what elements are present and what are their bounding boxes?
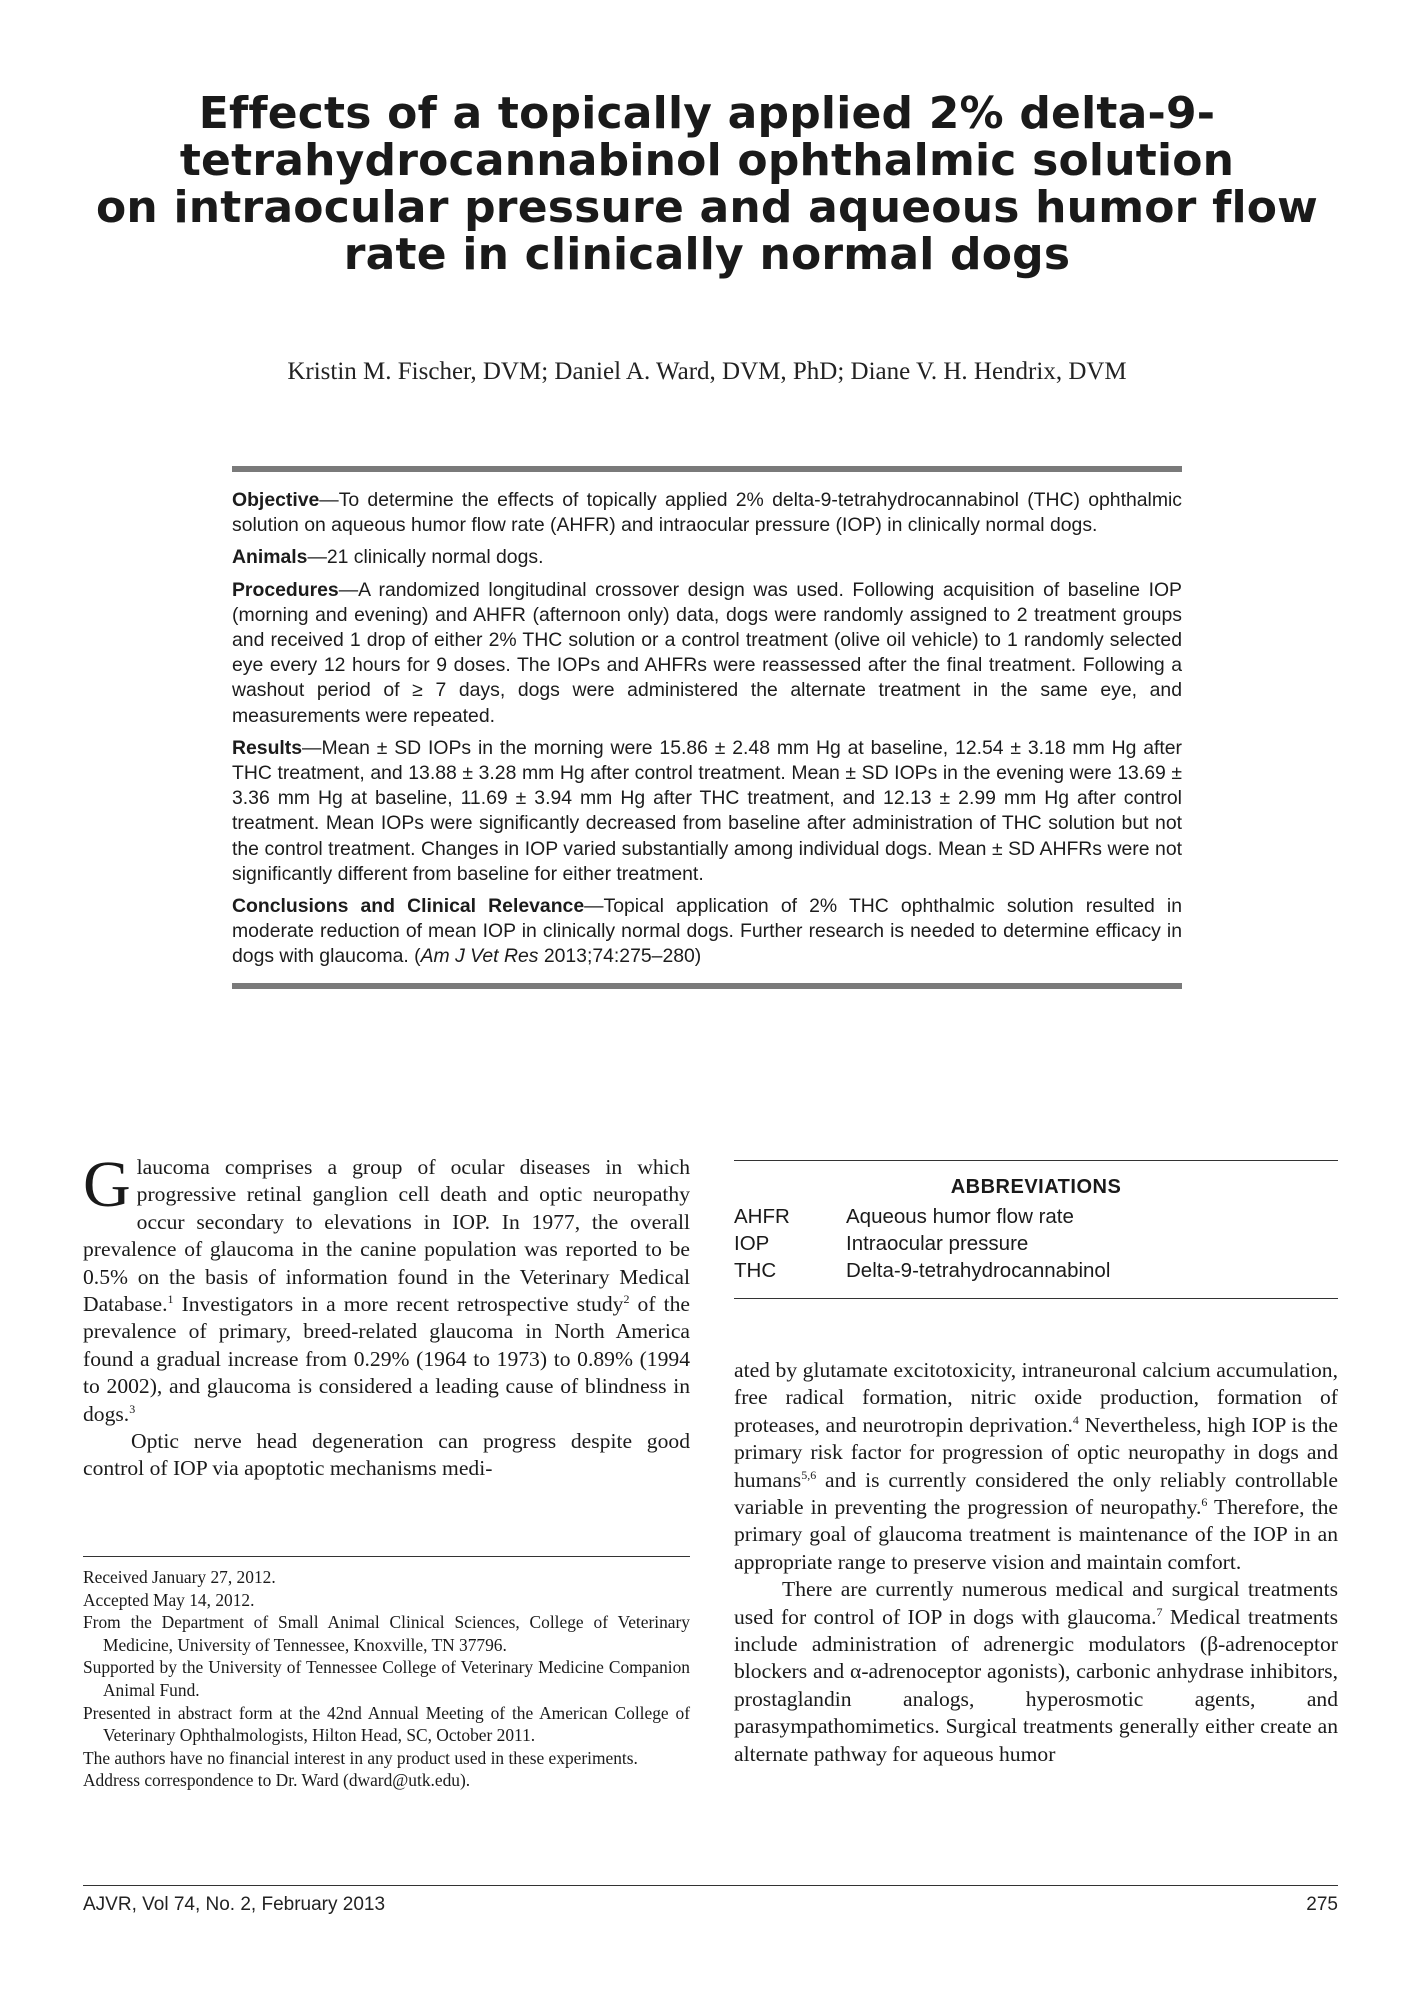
body-column-left [83,1148,690,1483]
abbreviation-value: Intraocular pressure [846,1232,1029,1255]
ref-2: 2 [623,1291,630,1306]
body-text-e: There are currently numerous medical and surgical treatments used for control of IOP in dogs with glaucoma. [734,1577,1338,1629]
notes-divider [83,1556,690,1557]
abbreviation-key: IOP [734,1232,770,1255]
note-received: Received January 27, 2012. [83,1567,276,1587]
ref-4: 4 [1072,1412,1079,1427]
abstract-conclusions [232,894,1182,970]
note-conflict: The authors have no financial interest in any product used in these experiments. [83,1747,638,1768]
intro-text-a: laucoma comprises a group of ocular diseases in which progressive retinal ganglion cell death and optic neuropathy occur secondary to elevations in IOP. In 1977, the overall prevalence of glaucoma in the canine population was reported to be 0.5% on the basis of information found in the Veterinary Medical Database. [83,1155,690,1317]
body-paragraph-1 [734,1357,1338,1576]
body-text-a: ated by glutamate excitotoxicity, intraneuronal calcium accumulation, free radical formation, nitric oxide production, formation of proteases, and neurotropin deprivation. [734,1358,1338,1437]
body-text-d: Therefore, the primary goal of glaucoma treatment is maintenance of the IOP in an appropriate range to preserve vision and maintain comfort. [734,1495,1338,1574]
title-line-3: on intraocular pressure and aqueous humor flow [95,182,1318,233]
body-text-b: Nevertheless, high IOP is the primary risk factor for progression of optic neuropathy in dogs and humans [734,1412,1338,1492]
ref-1: 1 [167,1291,174,1306]
abbreviation-row [734,1230,1338,1257]
note-accepted: Accepted May 14, 2012. [83,1589,255,1610]
note-correspondence: Address correspondence to Dr. Ward (dward@utk.edu). [83,1770,471,1791]
abstract-procedures [232,578,1182,729]
journal-footer: AJVR, Vol 74, No. 2, February 2013 [83,1894,386,1915]
abbreviation-value: Delta-9-tetrahydrocannabinol [846,1259,1111,1282]
abbreviations-box [734,1160,1338,1299]
title-line-4: rate in clinically normal dogs [343,229,1071,280]
abbreviation-value: Aqueous humor flow rate [846,1205,1074,1228]
conclusions-text: —Topical application of 2% THC ophthalmic solution resulted in moderate reduction of mean IOP in clinically normal dogs. Further research is needed to determine efficacy in dogs with glaucoma. ( [232,895,1182,968]
body-column-right [734,1357,1338,1768]
abstract-results [232,736,1182,887]
author-list: Kristin M. Fischer, DVM; Daniel A. Ward, DVM, PhD; Diane V. H. Hendrix, DVM [287,358,1127,385]
intro-text-b: Investigators in a more recent retrospective study [173,1292,624,1317]
body-text-c: and is currently considered the only reliably controllable variable in preventing the progression of neuropathy. [734,1467,1338,1520]
footer-divider [83,1885,1338,1886]
article-title [80,90,1334,278]
drop-cap: G [83,1148,131,1221]
body-text-f: Medical treatments include administration of adrenergic modulators (β-adrenoceptor blockers and α-adrenoceptor agonists), carbonic anhydrase inhibitors, prostaglandin analogs, hyperosmotic agents, and parasympathomimetics. Surgical treatments generally either create an alternate pathway for aqueous humor [734,1604,1338,1766]
animals-text: —21 clinically normal dogs. [307,546,544,569]
article-notes [83,1566,690,1792]
abstract-box [232,466,1182,989]
intro-paragraph-1 [83,1148,690,1428]
title-line-2: tetrahydrocannabinol ophthalmic solution [179,135,1235,186]
results-heading: Results [232,736,303,759]
ref-6: 6 [1201,1494,1208,1509]
journal-citation: Am J Vet Res [420,945,539,968]
abbreviation-key: THC [734,1259,777,1282]
abbreviations-title: ABBREVIATIONS [950,1176,1122,1198]
note-affiliation: From the Department of Small Animal Clinical Sciences, College of Veterinary Medicine, University of Tennessee, Knoxville, TN 37796. [83,1612,690,1655]
ref-7: 7 [1156,1604,1163,1619]
abbreviation-key: AHFR [734,1205,790,1228]
objective-text: —To determine the effects of topically applied 2% delta-9-tetrahydrocannabinol (THC) ophthalmic solution on aqueous humor flow rate (AHFR) and intraocular pressure (IOP) in clinically normal dogs. [232,489,1182,537]
abstract-objective [232,488,1182,538]
abbreviation-row [734,1203,1338,1230]
abbreviation-row [734,1257,1338,1284]
title-line-1: Effects of a topically applied 2% delta-9- [198,88,1216,139]
procedures-heading: Procedures [232,578,339,601]
procedures-text: —A randomized longitudinal crossover design was used. Following acquisition of baseline IOP (morning and evening) and AHFR (afternoon only) data, dogs were randomly assigned to 2 treatment groups and received 1 drop of either 2% THC solution or a control treatment (olive oil vehicle) to 1 randomly selected eye every 12 hours for 9 doses. The IOPs and AHFRs were reassessed after the final treatment. Following a washout period of ≥ 7 days, dogs were administered the alternate treatment in the same eye, and measurements were repeated. [232,578,1182,727]
note-funding: Supported by the University of Tennessee College of Veterinary Medicine Companion Animal Fund. [83,1657,690,1700]
results-text: —Mean ± SD IOPs in the morning were 15.86 ± 2.48 mm Hg at baseline, 12.54 ± 3.18 mm Hg after THC treatment, and 13.88 ± 3.28 mm Hg after control treatment. Mean ± SD IOPs in the evening were 13.69 ± 3.36 mm Hg at baseline, 11.69 ± 3.94 mm Hg after THC treatment, and 12.13 ± 2.99 mm Hg after control treatment. Mean IOPs were significantly decreased from baseline after administration of THC solution but not the control treatment. Changes in IOP varied substantially among individual dogs. Mean ± SD AHFRs were not significantly different from baseline for either treatment. [232,736,1182,885]
citation-tail: 2013;74:275–280) [538,945,702,968]
intro-paragraph-2: Optic nerve head degeneration can progress despite good control of IOP via apoptotic mechanisms medi- [83,1429,690,1481]
abstract-animals [232,545,1182,570]
objective-heading: Objective [232,489,320,511]
ref-5-6: 5,6 [801,1467,817,1482]
conclusions-heading: Conclusions and Clinical Relevance [232,895,585,918]
body-paragraph-2 [734,1576,1338,1768]
intro-text-c: of the prevalence of primary, breed-related glaucoma in North America found a gradual increase from 0.29% (1964 to 1973) to 0.89% (1994 to 2002), and glaucoma is considered a leading cause of blindness in dogs. [83,1292,690,1426]
note-presented: Presented in abstract form at the 42nd Annual Meeting of the American College of Veterinary Ophthalmologists, Hilton Head, SC, October 2011. [83,1702,690,1746]
ref-3: 3 [129,1401,136,1416]
animals-heading: Animals [232,546,308,569]
page-number: 275 [1306,1894,1338,1915]
